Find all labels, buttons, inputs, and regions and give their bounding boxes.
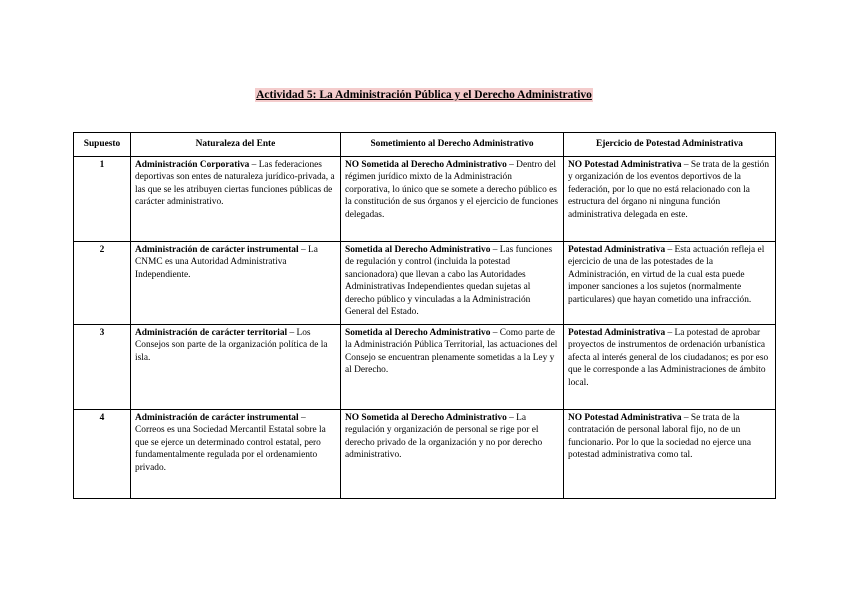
column-header-sometimiento: Sometimiento al Derecho Administrativo: [341, 133, 564, 157]
cell-supuesto: 4: [74, 410, 131, 499]
cell-potestad-text: – Se trata de la contratación de personal laboral fijo, no de un funcionario. Por lo que la sociedad no ejerce una potestad administrativa como tal.: [568, 413, 752, 461]
cell-potestad: [564, 410, 776, 499]
cell-naturaleza-heading: Administración de carácter territorial: [135, 328, 288, 338]
cell-supuesto: 2: [74, 242, 131, 325]
document-title: [0, 86, 848, 104]
cell-sometimiento-text: – Dentro del régimen jurídico mixto de la Administración corporativa, lo único que se somete a derecho público es la constitución de sus órganos y el ejercicio de funciones delegadas.: [345, 160, 559, 220]
cell-naturaleza: [131, 242, 341, 325]
cell-potestad-heading: NO Potestad Administrativa: [568, 160, 682, 170]
cell-supuesto: 1: [74, 157, 131, 242]
table-row: [74, 410, 776, 499]
cell-potestad: [564, 242, 776, 325]
cell-sometimiento: [341, 157, 564, 242]
cell-sometimiento-text: – Las funciones de regulación y control (incluida la potestad sancionadora) que llevan a cabo las Autoridades Administrativas Independientes quedan sujetas al derecho público y vinculadas a la Administración General del Estado.: [345, 245, 553, 318]
cell-naturaleza-heading: Administración Corporativa: [135, 160, 250, 170]
cell-sometimiento-text: – La regulación y organización de personal se rige por el derecho privado de la organización y no por derecho administrativo.: [345, 413, 543, 461]
table-row: [74, 157, 776, 242]
cell-sometimiento: [341, 325, 564, 410]
cell-sometimiento-heading: NO Sometida al Derecho Administrativo: [345, 413, 507, 423]
activity-table: [73, 132, 776, 499]
column-header-naturaleza: Naturaleza del Ente: [131, 133, 341, 157]
cell-potestad: [564, 157, 776, 242]
cell-potestad: [564, 325, 776, 410]
cell-sometimiento-heading: NO Sometida al Derecho Administrativo: [345, 160, 507, 170]
cell-naturaleza-text: – La CNMC es una Autoridad Administrativa Independiente.: [135, 245, 318, 280]
cell-sometimiento-text: – Como parte de la Administración Pública Territorial, las actuaciones del Consejo se encuentran plenamente sometidas a la Ley y al Derecho.: [345, 328, 558, 376]
cell-sometimiento: [341, 410, 564, 499]
cell-naturaleza-heading: Administración de carácter instrumental: [135, 245, 299, 255]
cell-supuesto: 3: [74, 325, 131, 410]
cell-sometimiento-heading: Sometida al Derecho Administrativo: [345, 245, 491, 255]
cell-potestad-text: – Se trata de la gestión y organización de los eventos deportivos de la federación, por lo que no está relacionado con la estructura del órgano ni ninguna función administrativa delegada en este.: [568, 160, 770, 220]
cell-naturaleza: [131, 157, 341, 242]
cell-potestad-heading: NO Potestad Administrativa: [568, 413, 682, 423]
column-header-supuesto: Supuesto: [74, 133, 131, 157]
table-row: [74, 325, 776, 410]
cell-naturaleza-text: – Correos es una Sociedad Mercantil Estatal sobre la que se ejerce un determinado control estatal, pero fundamentalmente regulada por el ordenamiento privado.: [135, 413, 326, 473]
cell-potestad-text: – La potestad de aprobar proyectos de instrumentos de ordenación urbanística afecta al interés general de los ciudadanos; es por eso que le corresponde a las Administraciones de ámbito local.: [568, 328, 769, 388]
cell-sometimiento: [341, 242, 564, 325]
table-row: [74, 242, 776, 325]
cell-naturaleza-text: – Los Consejos son parte de la organización política de la isla.: [135, 328, 328, 363]
cell-naturaleza: [131, 325, 341, 410]
column-header-potestad: Ejercicio de Potestad Administrativa: [564, 133, 776, 157]
document-title-text: Actividad 5: La Administración Pública y el Derecho Administrativo: [256, 89, 592, 101]
cell-potestad-text: – Esta actuación refleja el ejercicio de una de las potestades de la Administración, en virtud de la cual esta puede imponer sanciones a los sujetos (normalmente particulares) que hayan cometido una infracción.: [568, 245, 765, 305]
cell-naturaleza-text: – Las federaciones deportivas son entes de naturaleza jurídico-privada, a las que se les atribuyen ciertas funciones públicas de carácter administrativo.: [135, 160, 335, 208]
cell-naturaleza: [131, 410, 341, 499]
cell-potestad-heading: Potestad Administrativa: [568, 328, 666, 338]
cell-naturaleza-heading: Administración de carácter instrumental: [135, 413, 299, 423]
table-header-row: [74, 133, 776, 157]
cell-sometimiento-heading: Sometida al Derecho Administrativo: [345, 328, 491, 338]
cell-potestad-heading: Potestad Administrativa: [568, 245, 666, 255]
